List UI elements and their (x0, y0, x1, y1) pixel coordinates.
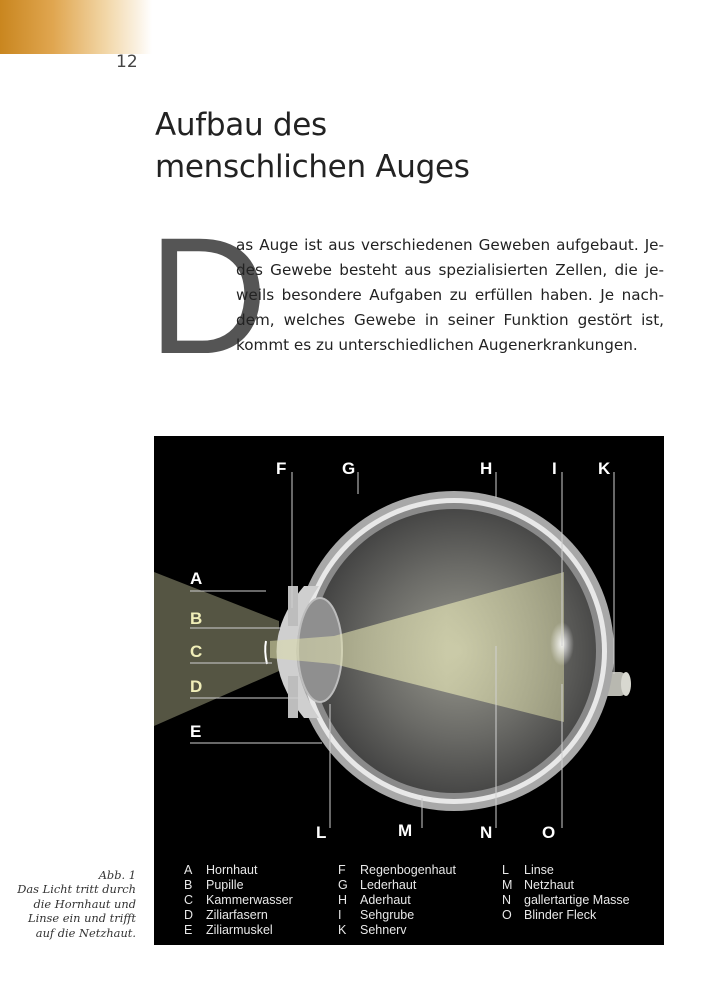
label-h: H (480, 459, 493, 478)
legend-column-1 (184, 863, 293, 938)
legend-item: D Ziliarfasern (184, 908, 268, 922)
label-f: F (276, 459, 287, 478)
legend-item: I Sehgrube (338, 908, 415, 922)
label-g: G (342, 459, 356, 478)
label-l: L (316, 823, 327, 842)
label-k: K (598, 459, 611, 478)
label-o: O (542, 823, 556, 842)
caption-line: Linse ein und trifft (28, 911, 136, 926)
label-e: E (190, 722, 202, 741)
caption-line: auf die Netzhaut. (35, 925, 136, 940)
corner-accent-bar (0, 0, 152, 54)
label-b: B (190, 609, 203, 628)
eye-anatomy-figure (154, 436, 664, 945)
label-a: A (190, 569, 203, 588)
legend-column-2 (338, 863, 456, 938)
page-title (155, 104, 470, 188)
caption-line: die Hornhaut und (33, 896, 136, 911)
label-m: M (398, 821, 413, 840)
legend-item: L Linse (502, 863, 554, 877)
legend-column-3 (502, 863, 630, 923)
page-number: 12 (116, 52, 138, 72)
eye-diagram (154, 436, 664, 863)
legend-item: G Lederhaut (338, 878, 417, 892)
label-n: N (480, 823, 493, 842)
legend-item: O Blinder Fleck (502, 908, 597, 922)
label-d: D (190, 677, 203, 696)
intro-line: dem, welches Gewebe in seiner Funktion gestört ist, (236, 311, 664, 329)
intro-line: kommt es zu unterschiedlichen Augenerkrankungen. (236, 336, 638, 354)
label-c: C (190, 642, 203, 661)
intro-line: des Gewebe besteht aus spezialisierten Zellen, die je- (236, 261, 664, 279)
legend-item: H Aderhaut (338, 893, 411, 907)
intro-line: weils besondere Aufgaben zu erfüllen haben. Je nach- (236, 286, 664, 304)
legend-item: B Pupille (184, 878, 244, 892)
intro-paragraph (236, 233, 664, 358)
intro-line: as Auge ist aus verschiedenen Geweben aufgebaut. Je- (236, 236, 664, 254)
legend-item: F Regenbogenhaut (338, 863, 456, 877)
legend-item: C Kammerwasser (184, 893, 293, 907)
iris-shape (288, 586, 298, 626)
title-line-2: menschlichen Auges (155, 149, 470, 185)
title-line-1: Aufbau des (155, 107, 327, 143)
dropcap-letter: D (148, 204, 268, 389)
legend-item: K Sehnerv (338, 923, 407, 937)
label-i: I (552, 459, 557, 478)
caption-line: Das Licht tritt durch (17, 882, 136, 897)
legend-item: M Netzhaut (502, 878, 575, 892)
legend-item: N gallertartige Masse (502, 893, 630, 907)
legend-item: A Hornhaut (184, 863, 258, 877)
legend-item: E Ziliarmuskel (184, 923, 273, 937)
figure-caption (0, 868, 136, 940)
incoming-light-cone (154, 572, 279, 726)
caption-number: Abb. 1 (98, 868, 136, 882)
